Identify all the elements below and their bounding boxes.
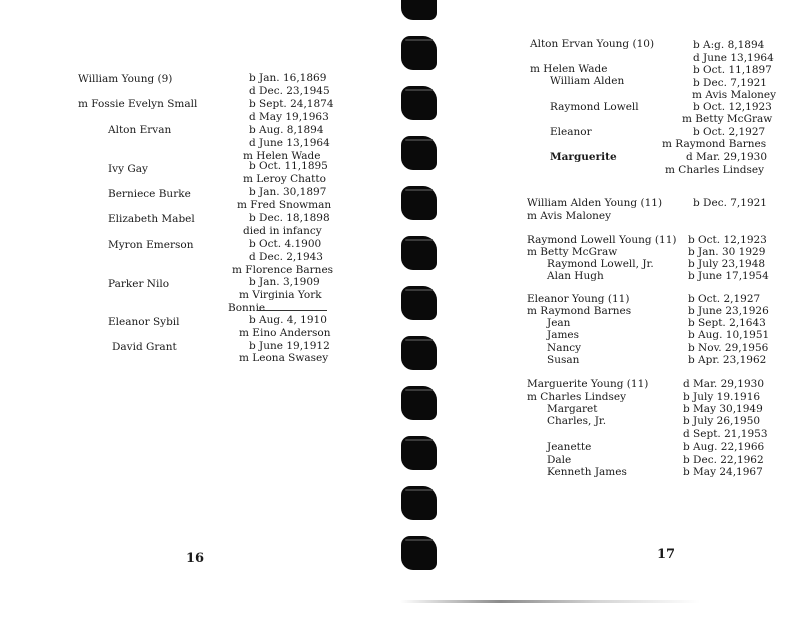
spiral-binding — [395, 0, 445, 629]
spouse: m Raymond Barnes — [527, 305, 632, 317]
family-head: William Young (9) — [78, 73, 173, 85]
event-entry: b Aug. 10,1951 — [688, 329, 770, 341]
child-name: Eleanor Sybil — [108, 316, 180, 328]
child-name: Myron Emerson — [108, 239, 194, 251]
binding-ring — [401, 0, 437, 20]
event-entry: b Oct. 2,1927 — [693, 126, 766, 138]
child-name: Berniece Burke — [108, 188, 191, 200]
binding-ring — [401, 36, 437, 70]
event-entry: b May 30,1949 — [683, 403, 763, 415]
child-name: Elizabeth Mabel — [108, 213, 195, 225]
child-name: Jean — [547, 317, 571, 329]
child-name: Ivy Gay — [108, 163, 148, 175]
child-name: William Alden — [550, 75, 625, 87]
event-entry: b Oct. 4.1900 — [249, 238, 322, 250]
spouse: m Fossie Evelyn Small — [78, 98, 198, 110]
child-name: Raymond Lowell — [550, 101, 639, 113]
event-entry: b July 26,1950 — [683, 415, 761, 427]
event-entry: m Helen Wade — [243, 150, 321, 162]
child-name: Kenneth James — [547, 466, 627, 478]
event-entry: b A:g. 8,1894 — [693, 39, 765, 51]
event-entry: b June 23,1926 — [688, 305, 769, 317]
family-head: Eleanor Young (11) — [527, 293, 630, 305]
child-name: Raymond Lowell, Jr. — [547, 258, 654, 270]
event-entry: m Florence Barnes — [232, 264, 334, 276]
child-name: Alton Ervan — [108, 124, 172, 136]
event-entry: m Raymond Barnes — [662, 138, 767, 150]
event-entry: Bonnie — [228, 302, 266, 314]
event-entry: b July 19.1916 — [683, 391, 761, 403]
event-entry: b Sept. 2,1643 — [688, 317, 766, 329]
event-entry: b Jan. 16,1869 — [249, 72, 327, 84]
event-entry: d June 13,1964 — [693, 52, 774, 64]
event-entry: b Jan. 30,1897 — [249, 186, 327, 198]
event-entry: d Dec. 2,1943 — [249, 251, 323, 263]
binding-ring — [401, 486, 437, 520]
child-name: Susan — [547, 354, 580, 366]
binding-ring — [401, 186, 437, 220]
child-name: Nancy — [547, 342, 582, 354]
child-name: Margaret — [547, 403, 598, 415]
family-head: William Alden Young (11) — [527, 197, 663, 209]
event-entry: b June 19,1912 — [249, 340, 330, 352]
event-entry: d Sept. 21,1953 — [683, 428, 768, 440]
binding-ring — [401, 536, 437, 570]
event-entry: b July 23,1948 — [688, 258, 766, 270]
child-name: Jeanette — [547, 441, 592, 453]
event-entry: b Sept. 24,1874 — [249, 98, 334, 110]
event-entry: b Aug. 8,1894 — [249, 124, 324, 136]
event-entry: m Eino Anderson — [239, 327, 331, 339]
event-entry: b Aug. 22,1966 — [683, 441, 765, 453]
event-entry: b Dec. 22,1962 — [683, 454, 764, 466]
child-name: Dale — [547, 454, 572, 466]
event-entry: b Oct. 12,1923 — [688, 234, 767, 246]
event-entry: b May 24,1967 — [683, 466, 763, 478]
event-entry: b Apr. 23,1962 — [688, 354, 767, 366]
event-entry: m Betty McGraw — [682, 113, 773, 125]
event-entry: d Mar. 29,1930 — [686, 151, 768, 163]
event-entry: d Dec. 23,1945 — [249, 85, 330, 97]
child-name: James — [547, 329, 580, 341]
page-edge-shadow — [400, 600, 700, 603]
child-name: Alan Hugh — [547, 270, 604, 282]
binding-ring — [401, 236, 437, 270]
event-entry: m Charles Lindsey — [665, 164, 765, 176]
event-entry: b June 17,1954 — [688, 270, 769, 282]
child-name: Charles, Jr. — [547, 415, 607, 427]
page-number: 17 — [657, 547, 676, 562]
event-entry: b Nov. 29,1956 — [688, 342, 769, 354]
event-entry: b Aug. 4, 1910 — [249, 314, 327, 326]
family-head: Raymond Lowell Young (11) — [527, 234, 677, 246]
child-name: Marguerite — [550, 151, 617, 163]
spouse: m Avis Maloney — [527, 210, 612, 222]
family-head: Alton Ervan Young (10) — [530, 38, 655, 50]
spouse: m Betty McGraw — [527, 246, 618, 258]
family-head: Marguerite Young (11) — [527, 378, 649, 390]
event-entry: b Dec. 7,1921 — [693, 77, 767, 89]
event-entry: b Dec. 18,1898 — [249, 212, 330, 224]
child-name: David Grant — [112, 341, 177, 353]
event-entry: m Fred Snowman — [237, 199, 332, 211]
page-number: 16 — [186, 551, 205, 566]
event-entry: m Virginia York — [239, 289, 322, 301]
binding-ring — [401, 336, 437, 370]
event-entry: b Dec. 7,1921 — [693, 197, 767, 209]
binding-ring — [401, 386, 437, 420]
event-entry: b Oct. 11,1895 — [249, 160, 328, 172]
event-entry: b Jan. 3,1909 — [249, 276, 320, 288]
binding-ring — [401, 286, 437, 320]
child-name: Eleanor — [550, 126, 592, 138]
child-name: Parker Nilo — [108, 278, 170, 290]
event-entry: m Leona Swasey — [239, 352, 329, 364]
event-entry: d Mar. 29,1930 — [683, 378, 765, 390]
event-entry: b Oct. 2,1927 — [688, 293, 761, 305]
binding-ring — [401, 86, 437, 120]
event-entry: b Jan. 30 1929 — [688, 246, 766, 258]
event-entry: m Leroy Chatto — [243, 173, 326, 185]
event-entry: m Avis Maloney — [692, 89, 777, 101]
event-entry: b Oct. 12,1923 — [693, 101, 772, 113]
event-entry: died in infancy — [243, 225, 322, 237]
event-entry: d May 19,1963 — [249, 111, 329, 123]
spouse: m Charles Lindsey — [527, 391, 627, 403]
binding-ring — [401, 136, 437, 170]
blank-line — [257, 310, 327, 311]
binding-ring — [401, 436, 437, 470]
spouse: m Helen Wade — [530, 63, 608, 75]
event-entry: d June 13,1964 — [249, 137, 330, 149]
event-entry: b Oct. 11,1897 — [693, 64, 772, 76]
